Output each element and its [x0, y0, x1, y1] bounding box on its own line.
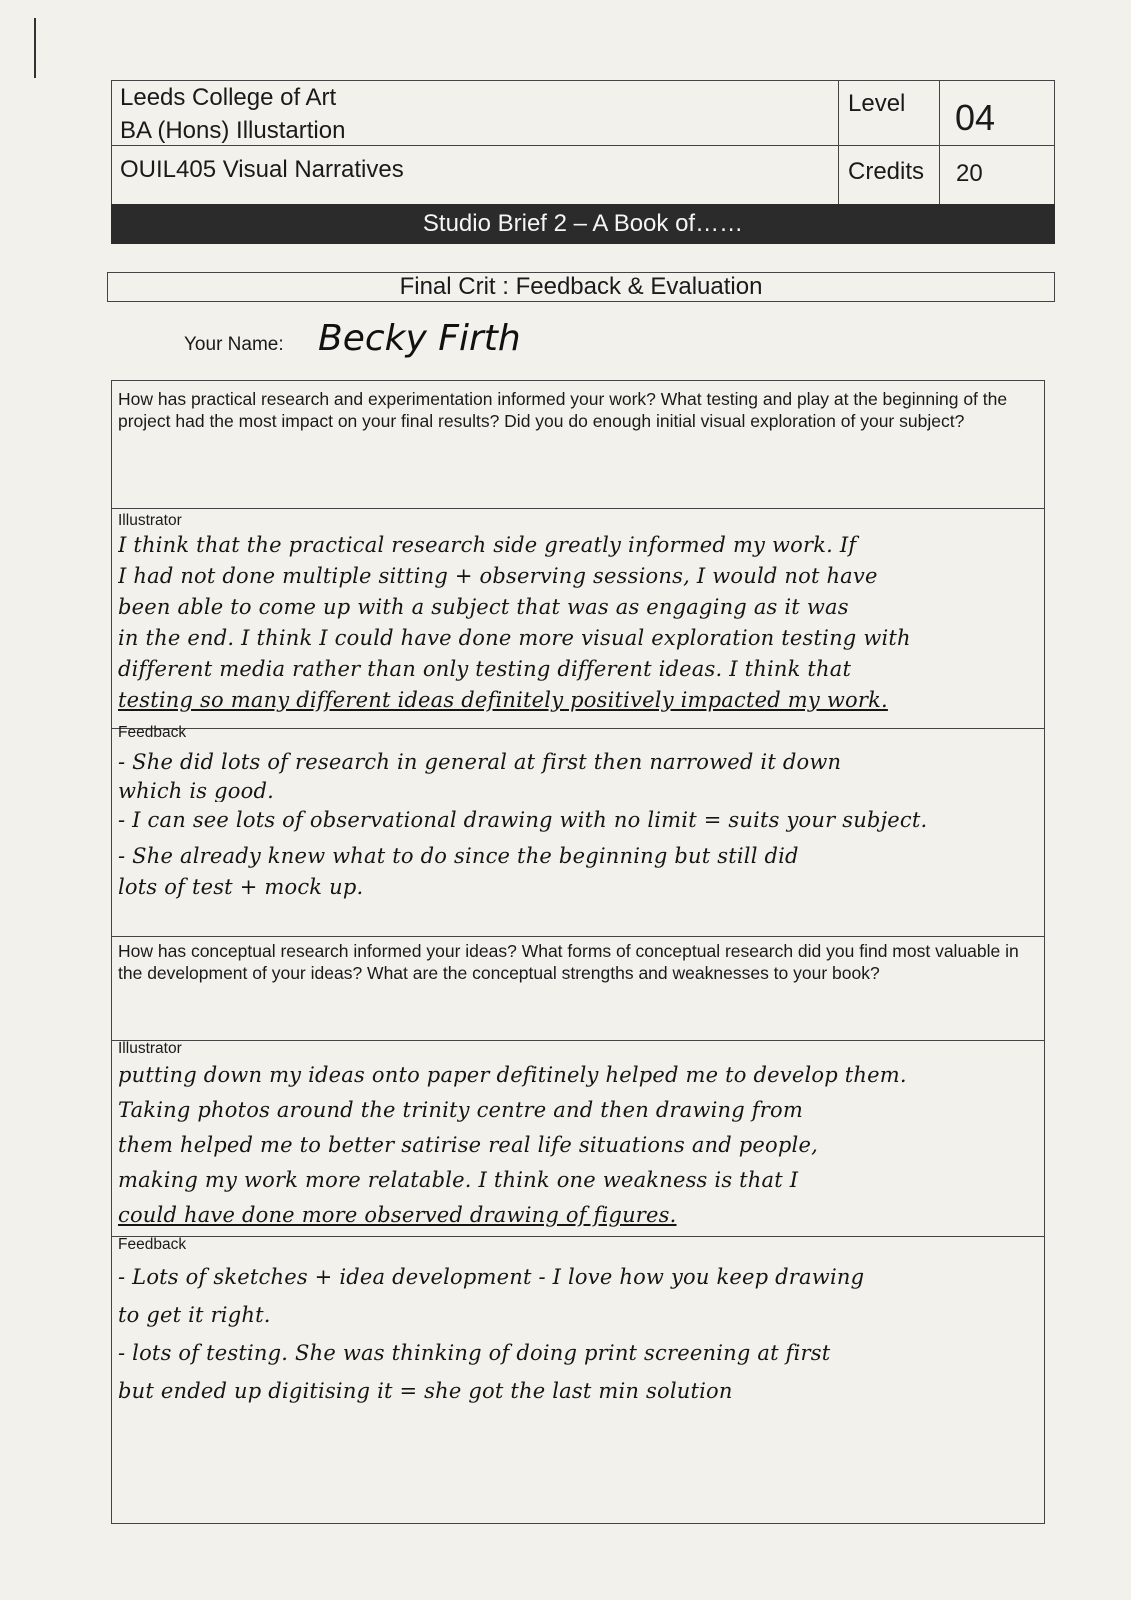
credits-value: 20 — [956, 160, 983, 187]
credits-label: Credits — [848, 158, 925, 185]
handwritten-line: - lots of testing. She was thinking of doing print screening at first — [118, 1341, 831, 1365]
illustrator-response — [118, 530, 1038, 716]
handwritten-line: - Lots of sketches + idea development - I love how you keep drawing — [118, 1265, 865, 1289]
handwritten-line: - I can see lots of observational drawing with no limit = suits your subject. — [118, 808, 928, 832]
module-name: OUIL405 Visual Narratives — [120, 156, 404, 183]
handwritten-line: putting down my ideas onto paper defitinely helped me to develop them. — [118, 1063, 907, 1087]
handwritten-line: I had not done multiple sitting + observing sessions, I would not have — [118, 564, 878, 588]
question-conceptual-research: How has conceptual research informed your ideas? What forms of conceptual research did you find most valuable in the development of your ideas? What are the conceptual strengths and weaknesses to your book? — [118, 941, 1019, 983]
brief-banner: Studio Brief 2 – A Book of…… — [111, 204, 1055, 244]
feedback-label: Feedback — [118, 1236, 187, 1253]
handwritten-line: been able to come up with a subject that was as engaging as it was — [118, 595, 849, 619]
handwritten-line: - She did lots of research in general at first then narrowed it down — [118, 750, 842, 774]
handwritten-line: I think that the practical research side greatly informed my work. If — [118, 533, 857, 557]
handwritten-line: them helped me to better satirise real life situations and people, — [118, 1133, 818, 1157]
handwritten-line: testing so many different ideas definitely positively impacted my work. — [118, 688, 888, 712]
handwritten-line: Taking photos around the trinity centre and then drawing from — [118, 1098, 803, 1122]
level-value: 04 — [955, 97, 996, 138]
illustrator-response — [118, 1058, 1038, 1233]
divider — [111, 936, 1045, 937]
binding-mark — [34, 18, 36, 78]
name-value: Becky Firth — [318, 318, 521, 359]
divider — [111, 1236, 1045, 1237]
handwritten-line: different media rather than only testing different ideas. I think that — [118, 657, 852, 681]
handwritten-line: to get it right. — [118, 1303, 271, 1327]
divider — [111, 1040, 1045, 1041]
handwritten-line: which is good. — [118, 780, 274, 802]
handwritten-line: but ended up digitising it = she got the last min solution — [118, 1379, 733, 1403]
feedback-label: Feedback — [118, 724, 187, 741]
divider — [111, 508, 1045, 509]
feedback-response — [118, 1258, 1038, 1410]
illustrator-label: Illustrator — [118, 512, 182, 529]
illustrator-label: Illustrator — [118, 1040, 182, 1057]
college-name: Leeds College of Art — [120, 84, 337, 111]
handwritten-line: in the end. I think I could have done more visual exploration testing with — [118, 626, 911, 650]
question-practical-research: How has practical research and experimentation informed your work? What testing and play at the beginning of the project had the most impact on your final results? Did you do enough initial visual exploration of your subject? — [118, 389, 1008, 431]
handwritten-line: could have done more observed drawing of figures. — [118, 1203, 677, 1227]
handwritten-line: making my work more relatable. I think one weakness is that I — [118, 1168, 799, 1192]
form-title: Final Crit : Feedback & Evaluation — [107, 272, 1055, 302]
feedback-response — [118, 744, 1038, 900]
handwritten-line: - She already knew what to do since the beginning but still did — [118, 844, 799, 868]
divider — [111, 728, 1045, 729]
level-label: Level — [848, 90, 906, 117]
course-name: BA (Hons) Illustartion — [120, 117, 346, 144]
handwritten-line: lots of test + mock up. — [118, 875, 364, 899]
name-label: Your Name: — [184, 334, 284, 355]
